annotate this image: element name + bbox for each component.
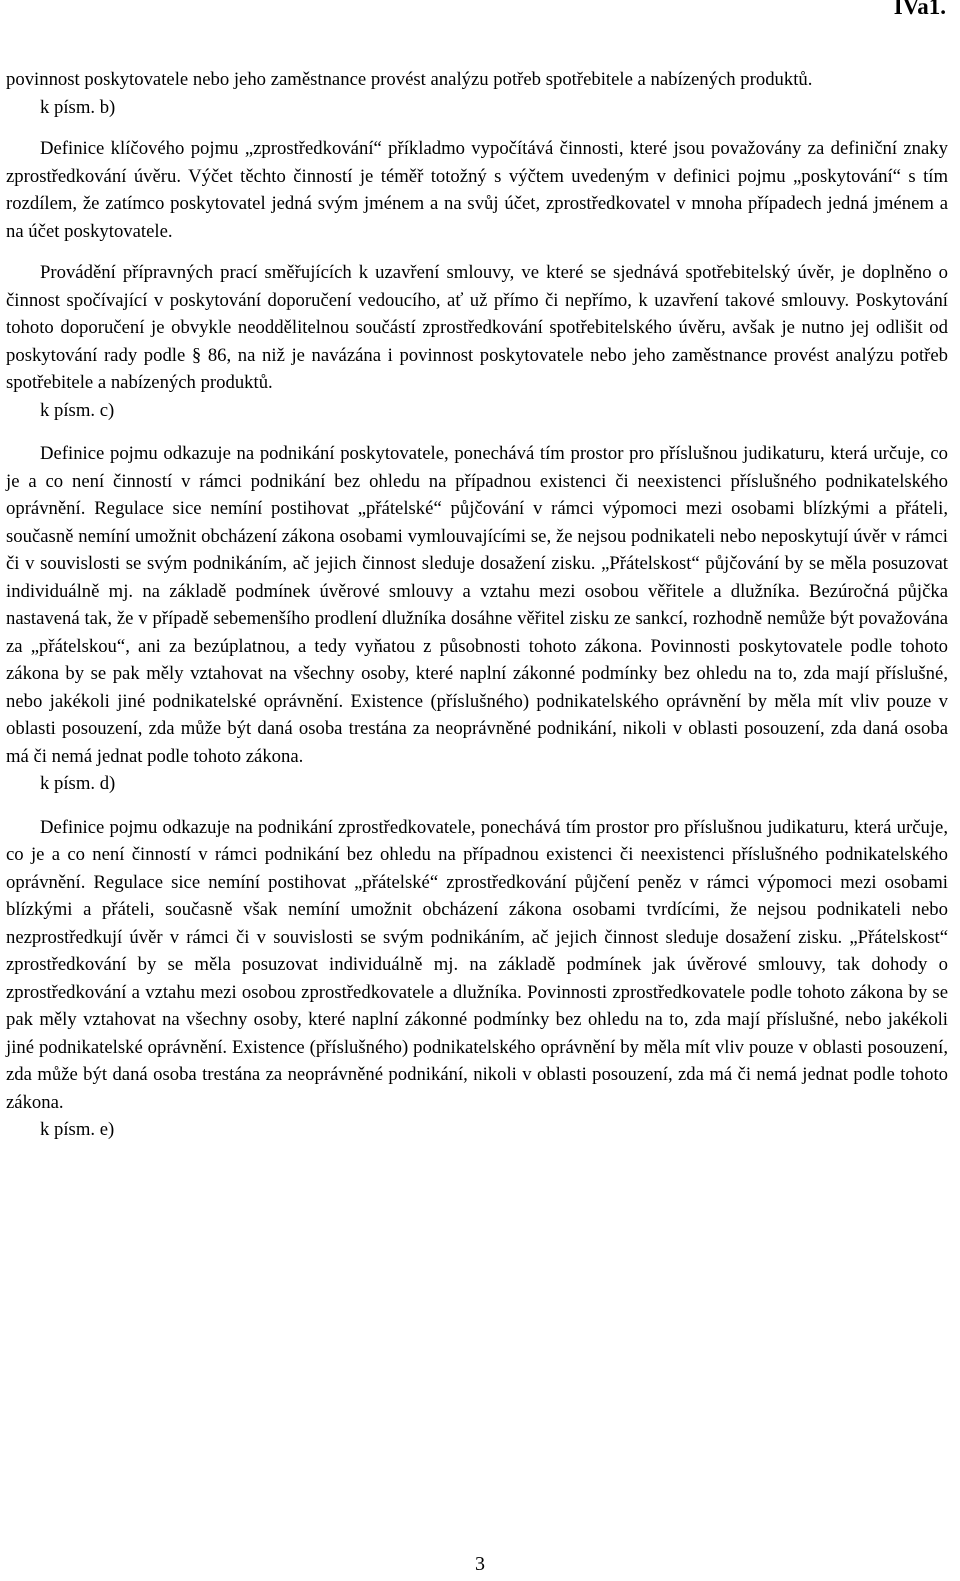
subsection-heading-e: k písm. e) bbox=[40, 1119, 115, 1140]
document-body bbox=[6, 66, 948, 1144]
paragraph-c-provider: Definice pojmu odkazuje na podnikání poskytovatele, ponechává tím prostor pro příslušnou judikaturu, která určuje, co je a co není činností v rámci podnikání bez ohledu na případnou existenci či neexistenci příslušného podnikatelského oprávnění. Regulace sice nemíní postihovat „přátelské“ půjčování v rámci výpomoci mezi osobami blízkými a přáteli, současně nemíní umožnit obcházení zákona osobami vymlouvajícími se, že nejsou podnikateli nebo neposkytují úvěr v rámci či v souvislosti se svým podnikáním, ač jejich činnost sleduje dosažení zisku. „Přátelskost“ půjčování by se měla posuzovat individuálně mj. na základě podmínek úvěrové smlouvy a vztahu mezi osobou věřitele a dlužníka. Bezúročná půjčka nastavená tak, že v případě sebemenšího prodlení dlužníka dosáhne věřitel zisku ze sankcí, rozhodně nemůže být považována za „přátelskou“, ani za bezúplatnou, a tedy vyňatou z působnosti tohoto zákona. Povinnosti poskytovatele podle tohoto zákona by se pak měly vztahovat na všechny osoby, které naplní zákonné podmínky bez ohledu na to, zda mají příslušné, nebo jakékoli jiné podnikatelské oprávnění. Existence (příslušného) podnikatelského oprávnění by měla mít vliv pouze v oblasti posouzení, zda může být daná osoba trestána za neoprávněné podnikání, nikoli v oblasti posouzení, zda daná osoba má či nemá jednat podle tohoto zákona. bbox=[6, 443, 948, 767]
subsection-heading-c: k písm. c) bbox=[40, 399, 115, 421]
paragraph-d-intermediary: Definice pojmu odkazuje na podnikání zprostředkovatele, ponechává tím prostor pro příslušnou judikaturu, která určuje, co je a co není činností v rámci podnikání bez ohledu na případnou existenci či neexistenci příslušného podnikatelského oprávnění. Regulace sice nemíní postihovat „přátelské“ zprostředkování půjčení peněz v rámci výpomoci mezi osobami blízkými a přáteli, současně však nemíní umožnit obcházení zákona osobami tvrdícími, že nejsou podnikateli nebo nezprostředkují úvěr v rámci či v souvislosti se svým podnikáním, ač jejich činnost sleduje dosažení zisku. „Přátelskost“ zprostředkování by se měla posuzovat individuálně mj. na základě podmínek jak úvěrové smlouvy, tak dohody o zprostředkování a vztahu mezi osobou zprostředkovatele a dlužníka. Povinnosti zprostředkovatele podle tohoto zákona by se pak měly vztahovat na všechny osoby, které naplní zákonné podmínky bez ohledu na to, zda mají příslušné, nebo jakékoli jiné podnikatelské oprávnění. Existence (příslušného) podnikatelského oprávnění by měla mít vliv pouze v oblasti posouzení, zda může být daná osoba trestána za neoprávněné podnikání, nikoli v oblasti posouzení, zda má či nemá jednat podle tohoto zákona. bbox=[6, 816, 948, 1113]
subsection-heading-b: k písm. b) bbox=[40, 96, 116, 118]
paragraph-continuation: povinnost poskytovatele nebo jeho zaměstnance provést analýzu potřeb spotřebitele a nabízených produktů. bbox=[6, 69, 813, 90]
section-reference: IVa1. bbox=[893, 0, 946, 19]
paragraph-b-recommendation: Provádění přípravných prací směřujících k uzavření smlouvy, ve které se sjednává spotřebitelský úvěr, je doplněno o činnost spočívající v poskytování doporučení vedoucího, ať už přímo či nepřímo, k uzavření takové smlouvy. Poskytování tohoto doporučení je obvykle neoddělitelnou součástí zprostředkování spotřebitelského úvěru, avšak je nutno jej odlišit od poskytování rady podle § 86, na niž je navázána i povinnost poskytovatele nebo jeho zaměstnance provést analýzu potřeb spotřebitele a nabízených produktů. bbox=[6, 262, 948, 393]
paragraph-b-definition: Definice klíčového pojmu „zprostředkování“ příkladmo vypočítává činnosti, které jsou považovány za definiční znaky zprostředkování úvěru. Výčet těchto činností je téměř totožný s výčtem uvedeným v definici pojmu „poskytování“ s tím rozdílem, že zatímco poskytovatel jedná svým jménem a na svůj účet, zprostředkovatel v mnoha případech jedná jménem a na účet poskytovatele. bbox=[6, 138, 948, 242]
page-number: 3 bbox=[475, 1553, 485, 1575]
subsection-heading-d: k písm. d) bbox=[40, 773, 116, 794]
